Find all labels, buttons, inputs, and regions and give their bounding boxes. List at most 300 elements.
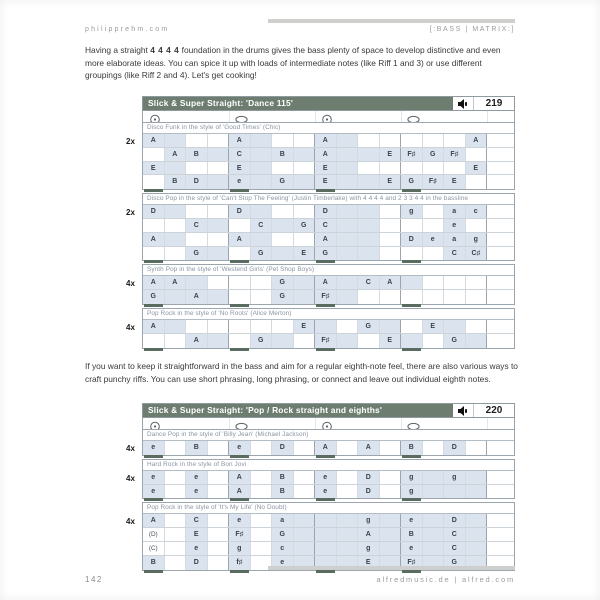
snare-drum-icon <box>235 419 248 430</box>
publisher-urls: alfredmusic.de | alfred.com <box>376 575 515 584</box>
note-cell: A <box>315 441 337 455</box>
note-cell: A <box>358 528 380 541</box>
grid-cell <box>229 334 251 348</box>
riff-row <box>143 134 514 148</box>
grid-cell <box>466 148 488 161</box>
beat-marks <box>143 189 514 192</box>
grid-cell <box>401 290 423 304</box>
grid-cell <box>444 290 466 304</box>
grid-cell <box>143 175 165 189</box>
grid-cell <box>294 514 316 527</box>
grid-cell <box>294 148 316 161</box>
note-cell: D <box>315 205 337 218</box>
note-cell: C <box>444 528 466 541</box>
note-cell: A <box>165 148 187 161</box>
note-cell: E <box>466 162 488 175</box>
grid-cell <box>358 233 380 246</box>
beat-mark <box>316 189 335 192</box>
note-cell: A <box>229 471 251 484</box>
grid-cell <box>229 320 251 333</box>
intro-paragraph-2: If you want to keep it straightforward in the bass and aim for a regular eighth-note feel, there are also various ways to craft punchy riffs. You can use short phrasing, long phrasing, or connect and leave out individual eighth notes. <box>85 361 518 384</box>
grid-cell <box>186 233 208 246</box>
grid-cell <box>423 514 445 527</box>
grid-cell <box>294 471 316 484</box>
beat-mark <box>230 189 249 192</box>
riff-row <box>143 542 514 556</box>
note-cell: e <box>186 471 208 484</box>
riff-row <box>143 205 514 219</box>
grid-cell <box>165 233 187 246</box>
note-cell: F♯ <box>423 175 445 189</box>
row-right-margin <box>487 514 514 527</box>
grid-cell <box>315 528 337 541</box>
grid-cell <box>186 320 208 333</box>
note-cell: B <box>186 148 208 161</box>
grid-cell <box>423 471 445 484</box>
row-right-margin <box>487 441 514 455</box>
grid-cell <box>272 320 294 333</box>
beat-marks <box>143 455 514 458</box>
grid-cell <box>380 542 402 555</box>
grid-cell <box>208 514 230 527</box>
note-cell: A <box>143 276 165 289</box>
note-cell: F♯ <box>315 334 337 348</box>
grid-cell <box>208 175 230 189</box>
beat-mark <box>230 348 249 351</box>
note-cell: F♯ <box>315 290 337 304</box>
note-cell: g <box>401 471 423 484</box>
note-cell: C <box>186 219 208 232</box>
grid-cell <box>143 334 165 348</box>
note-cell: A <box>380 276 402 289</box>
note-cell: A <box>229 134 251 147</box>
intro-paragraph-1 <box>85 44 518 82</box>
grid-cell <box>251 320 273 333</box>
note-cell: g <box>401 205 423 218</box>
grid-cell <box>466 514 488 527</box>
beat-marks <box>143 570 514 573</box>
grid-cell <box>251 542 273 555</box>
grid-cell <box>380 247 402 261</box>
note-cell: C <box>251 219 273 232</box>
riff-row <box>143 219 514 233</box>
note-cell: E <box>315 175 337 189</box>
grid-cell <box>208 542 230 555</box>
note-cell: E <box>380 334 402 348</box>
track-number: 220 <box>485 405 503 416</box>
note-cell: (C) <box>143 542 165 555</box>
note-cell: E <box>229 162 251 175</box>
grid-cell <box>380 485 402 499</box>
grid-cell <box>143 247 165 261</box>
grid-cell <box>337 175 359 189</box>
grid-cell <box>251 233 273 246</box>
grid-cell <box>337 471 359 484</box>
note-cell: B <box>272 471 294 484</box>
note-cell: E <box>315 162 337 175</box>
repeat-count: 2x <box>126 208 135 218</box>
riff-row <box>143 471 514 485</box>
grid-cell <box>380 514 402 527</box>
repeat-count: 4x <box>126 444 135 453</box>
grid-cell <box>208 162 230 175</box>
row-right-margin <box>487 334 514 348</box>
beat-mark <box>402 348 421 351</box>
note-cell: e <box>143 485 165 499</box>
riff-block <box>126 502 515 570</box>
row-right-margin <box>487 276 514 289</box>
grid-cell <box>143 148 165 161</box>
note-cell: D <box>186 556 208 570</box>
note-cell: A <box>315 233 337 246</box>
grid-cell <box>401 247 423 261</box>
note-cell: A <box>229 233 251 246</box>
riff-label: Dance Pop in the style of 'Billy Jean' (Michael Jackson) <box>143 430 514 441</box>
grid-cell <box>294 542 316 555</box>
grid-cell <box>208 205 230 218</box>
riff-label: Disco Funk in the style of 'Good Times' (Chic) <box>143 123 514 134</box>
riff-row <box>143 175 514 189</box>
grid-cell <box>337 485 359 499</box>
grid-cell <box>165 542 187 555</box>
riff-row <box>143 514 514 528</box>
header-series-name: [:BASS | MATRIX:] <box>429 26 515 33</box>
note-cell: B <box>272 485 294 499</box>
repeat-count: 4x <box>126 473 135 483</box>
grid-cell <box>423 134 445 147</box>
note-cell: F♯ <box>401 556 423 570</box>
grid-cell <box>251 175 273 189</box>
beat-mark <box>316 498 335 501</box>
note-cell: B <box>272 148 294 161</box>
note-cell: c <box>466 205 488 218</box>
beat-mark <box>144 348 163 351</box>
note-cell: D <box>272 441 294 455</box>
note-cell: D <box>229 205 251 218</box>
row-right-margin <box>487 290 514 304</box>
note-cell: A <box>143 233 165 246</box>
note-cell: F♯ <box>229 528 251 541</box>
row-right-margin <box>487 247 514 261</box>
grid-cell <box>294 485 316 499</box>
grid-cell <box>208 441 230 455</box>
grid-cell <box>251 290 273 304</box>
riff-row <box>143 162 514 176</box>
grid-cell <box>337 542 359 555</box>
grid-cell <box>358 247 380 261</box>
grid-cell <box>401 334 423 348</box>
grid-cell <box>423 485 445 499</box>
grid-cell <box>208 320 230 333</box>
grid-cell <box>208 134 230 147</box>
grid-cell <box>143 219 165 232</box>
grid-cell <box>186 162 208 175</box>
grid-cell <box>165 514 187 527</box>
grid-cell <box>337 219 359 232</box>
grid-cell <box>272 247 294 261</box>
grid-cell <box>294 528 316 541</box>
row-right-margin <box>487 148 514 161</box>
note-cell: A <box>315 276 337 289</box>
kick-drum-icon <box>321 112 334 123</box>
grid-cell <box>165 134 187 147</box>
grid-cell <box>337 320 359 333</box>
riff-row <box>143 233 514 247</box>
table-title: Slick & Super Straight: 'Dance 115' <box>143 97 453 110</box>
note-cell: e <box>401 542 423 555</box>
grid-cell <box>165 205 187 218</box>
note-cell: C♯ <box>466 247 488 261</box>
riff-block <box>126 459 515 500</box>
beat-mark <box>316 304 335 307</box>
grid-cell <box>444 320 466 333</box>
icon-row-gridline <box>401 418 402 429</box>
beat-mark <box>230 260 249 263</box>
note-cell: D <box>444 514 466 527</box>
note-cell: A <box>186 334 208 348</box>
beat-mark <box>316 570 335 573</box>
note-cell: G <box>186 247 208 261</box>
note-cell: a <box>444 233 466 246</box>
beat-mark <box>144 189 163 192</box>
table-header <box>142 403 515 418</box>
speaker-icon <box>453 97 474 110</box>
riff-row <box>143 290 514 304</box>
grid-cell <box>337 528 359 541</box>
grid-cell <box>337 441 359 455</box>
note-cell: e <box>229 175 251 189</box>
note-cell: e <box>229 514 251 527</box>
row-right-margin <box>487 233 514 246</box>
riff-row <box>143 441 514 455</box>
icon-row-gridline <box>487 111 488 122</box>
riff-row <box>143 528 514 542</box>
row-right-margin <box>487 175 514 189</box>
grid-cell <box>294 290 316 304</box>
note-cell: D <box>401 233 423 246</box>
grid-cell <box>337 205 359 218</box>
beat-mark <box>144 570 163 573</box>
note-cell: D <box>444 441 466 455</box>
snare-drum-icon <box>407 112 420 123</box>
note-cell: e <box>186 542 208 555</box>
row-right-margin <box>487 219 514 232</box>
beat-mark <box>402 189 421 192</box>
grid-cell <box>272 205 294 218</box>
grid-cell <box>337 148 359 161</box>
intro-1-pre: Having a straight <box>85 45 151 55</box>
grid-cell <box>337 290 359 304</box>
grid-cell <box>315 514 337 527</box>
grid-cell <box>251 205 273 218</box>
beat-mark <box>316 348 335 351</box>
repeat-count: 4x <box>126 517 135 527</box>
riff-block <box>126 122 515 190</box>
icon-row-gridline <box>487 418 488 429</box>
note-cell: E <box>358 556 380 570</box>
speaker-icon <box>453 404 474 417</box>
beat-marks <box>143 260 514 263</box>
icon-row-gridline <box>315 418 316 429</box>
note-cell: f♯ <box>229 556 251 570</box>
grid-cell <box>401 134 423 147</box>
note-cell: A <box>165 276 187 289</box>
repeat-count: 4x <box>126 279 135 289</box>
grid-cell <box>380 320 402 333</box>
header-author-url: philipprehm.com <box>85 26 170 33</box>
grid-cell <box>208 556 230 570</box>
grid-cell <box>165 556 187 570</box>
grid-cell <box>208 290 230 304</box>
note-cell: D <box>143 205 165 218</box>
grid-cell <box>380 219 402 232</box>
note-cell: G <box>272 175 294 189</box>
grid-cell <box>251 441 273 455</box>
note-cell: G <box>251 334 273 348</box>
note-cell: C <box>229 148 251 161</box>
riff-block <box>126 308 515 349</box>
icon-row-gridline <box>315 111 316 122</box>
grid-cell <box>186 276 208 289</box>
grid-cell <box>165 290 187 304</box>
riff-label: Pop Rock in the style of 'It's My Life' (No Doubt) <box>143 503 514 514</box>
grid-cell <box>251 148 273 161</box>
grid-cell <box>380 134 402 147</box>
grid-cell <box>380 471 402 484</box>
note-cell: g <box>466 233 488 246</box>
grid-cell <box>272 233 294 246</box>
note-cell: e <box>229 441 251 455</box>
grid-cell <box>466 175 488 189</box>
beat-marks <box>143 348 514 351</box>
grid-cell <box>208 485 230 499</box>
note-cell: B <box>401 441 423 455</box>
grid-cell <box>466 528 488 541</box>
matrix-table-pop-rock <box>126 403 515 571</box>
intro-1-post: foundation in the drums gives the bass plenty of space to develop distinctive and even more elaborate ideas. You can spice it up with loads of intermediate notes (like Riff 1 and 3) or use different groupings (like Riff 2 and 4). Let's get cooking! <box>85 45 501 81</box>
grid-cell <box>337 276 359 289</box>
kick-drum-icon <box>149 419 162 430</box>
row-right-margin <box>487 162 514 175</box>
icon-row-gridline <box>229 111 230 122</box>
beat-mark <box>402 455 421 458</box>
note-cell: G <box>401 175 423 189</box>
note-cell: E <box>380 175 402 189</box>
icon-row-gridline <box>229 418 230 429</box>
note-cell: E <box>186 528 208 541</box>
note-cell: G <box>272 528 294 541</box>
riff-row <box>143 320 514 334</box>
grid-cell <box>358 134 380 147</box>
note-cell: A <box>315 134 337 147</box>
beat-mark <box>144 455 163 458</box>
note-cell: e <box>143 471 165 484</box>
note-cell: G <box>444 334 466 348</box>
note-cell: G <box>294 219 316 232</box>
note-cell: B <box>165 175 187 189</box>
grid-cell <box>337 162 359 175</box>
grid-cell <box>444 276 466 289</box>
grid-cell <box>466 320 488 333</box>
intro-1-bold: 4 4 4 4 <box>150 45 180 55</box>
note-cell: C <box>444 247 466 261</box>
snare-drum-icon <box>407 419 420 430</box>
note-cell: g <box>358 514 380 527</box>
grid-cell <box>294 205 316 218</box>
note-cell: e <box>423 233 445 246</box>
grid-cell <box>380 233 402 246</box>
grid-cell <box>401 276 423 289</box>
grid-cell <box>380 528 402 541</box>
grid-cell <box>423 162 445 175</box>
grid-cell <box>229 290 251 304</box>
beat-mark <box>316 455 335 458</box>
note-cell: G <box>358 320 380 333</box>
track-number: 219 <box>485 98 503 109</box>
note-cell: A <box>143 320 165 333</box>
note-cell: D <box>186 175 208 189</box>
bottom-divider <box>268 566 515 570</box>
grid-cell <box>466 276 488 289</box>
grid-cell <box>165 247 187 261</box>
grid-cell <box>294 441 316 455</box>
grid-cell <box>466 334 488 348</box>
note-cell: E <box>444 175 466 189</box>
grid-cell <box>423 219 445 232</box>
beat-mark <box>402 498 421 501</box>
icon-row-gridline <box>401 111 402 122</box>
beat-mark <box>230 570 249 573</box>
top-divider <box>268 19 515 23</box>
grid-cell <box>358 148 380 161</box>
table-title: Slick & Super Straight: 'Pop / Rock straight and eighths' <box>143 404 453 417</box>
beat-mark <box>402 570 421 573</box>
note-cell: F♯ <box>444 148 466 161</box>
note-cell: G <box>251 247 273 261</box>
grid-cell <box>251 276 273 289</box>
riff-label: Synth Pop in the style of 'Westend Girls' (Pet Shop Boys) <box>143 265 514 276</box>
grid-cell <box>208 233 230 246</box>
grid-cell <box>229 219 251 232</box>
grid-cell <box>208 334 230 348</box>
grid-cell <box>358 219 380 232</box>
grid-cell <box>423 441 445 455</box>
row-right-margin <box>487 134 514 147</box>
grid-cell <box>251 471 273 484</box>
grid-cell <box>380 441 402 455</box>
note-cell: G <box>315 247 337 261</box>
note-cell: e <box>401 514 423 527</box>
note-cell: G <box>272 290 294 304</box>
grid-cell <box>358 175 380 189</box>
note-cell: A <box>358 441 380 455</box>
row-right-margin <box>487 320 514 333</box>
grid-cell <box>165 471 187 484</box>
grid-cell <box>358 334 380 348</box>
note-cell: (D) <box>143 528 165 541</box>
note-cell: e <box>186 485 208 499</box>
grid-cell <box>251 514 273 527</box>
grid-cell <box>186 205 208 218</box>
riff-row <box>143 276 514 290</box>
riff-label: Disco Pop in the style of 'Can't Stop The Feeling' (Justin Timberlake) with 4 4 4 4 and 2 3 3 4 4 in the bassline <box>143 194 514 205</box>
note-cell: a <box>272 514 294 527</box>
grid-cell <box>229 247 251 261</box>
grid-cell <box>294 134 316 147</box>
grid-cell <box>401 162 423 175</box>
grid-cell <box>272 134 294 147</box>
grid-cell <box>444 162 466 175</box>
